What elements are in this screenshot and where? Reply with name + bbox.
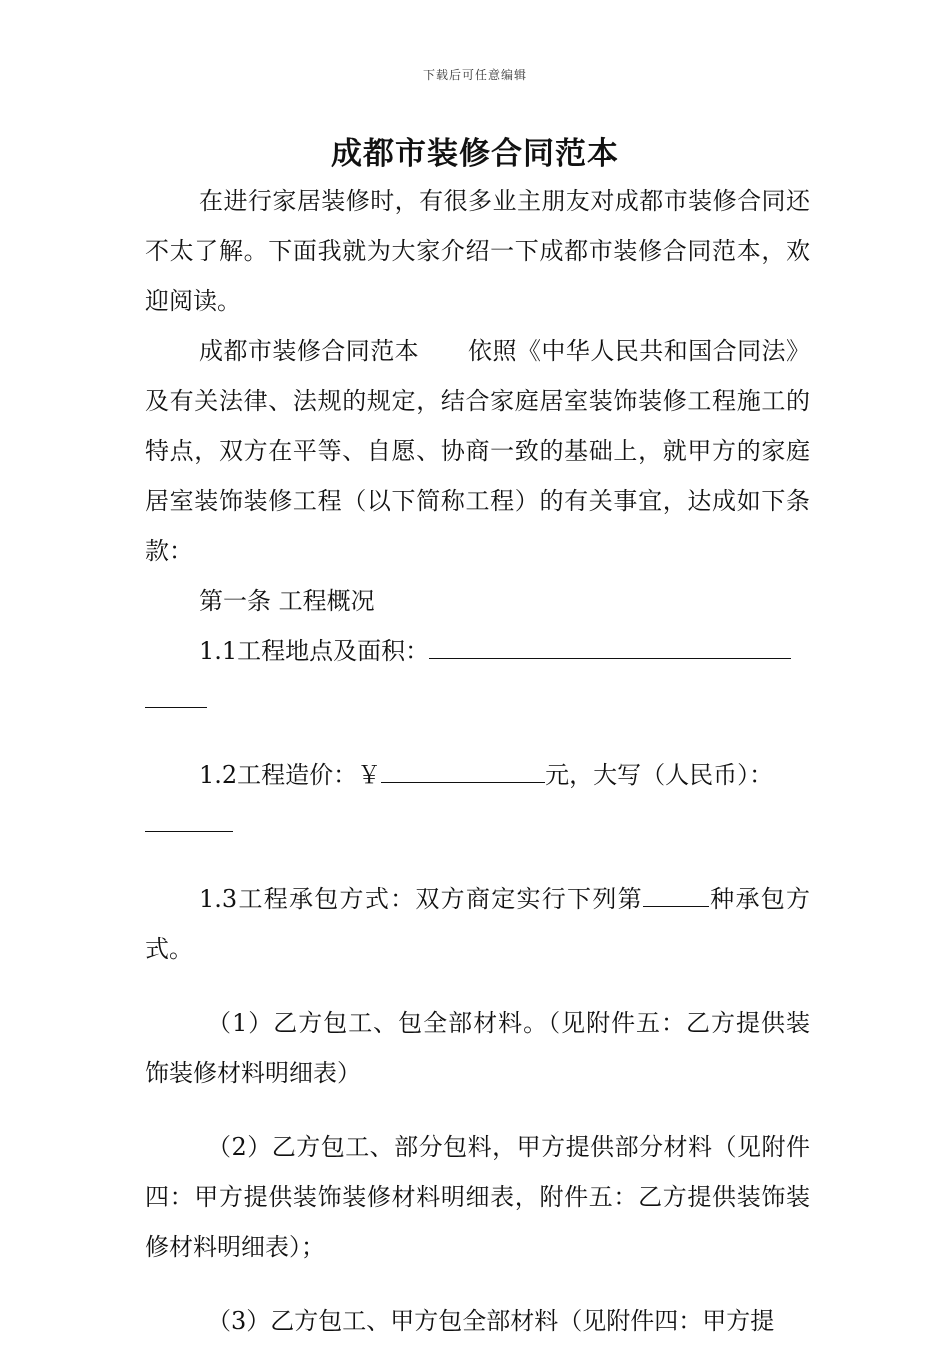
item-1-3-label: 1.3工程承包方式：双方商定实行下列第: [199, 885, 643, 913]
price-blank: [381, 781, 545, 783]
area-blank-continued: [145, 706, 207, 708]
option-2: （2）乙方包工、部分包料，甲方提供部分材料（见附件四：甲方提供装饰装修材料明细表，附件五：乙方提供装饰装修材料明细表）；: [145, 1133, 810, 1261]
option-3: （3）乙方包工、甲方包全部材料（见附件四：甲方提: [207, 1307, 775, 1335]
item-1-1: [145, 626, 810, 676]
document-title: 成都市装修合同范本: [331, 136, 619, 172]
item-1-2-continuation: [145, 800, 810, 850]
contract-mode-blank: [643, 905, 709, 907]
preamble-paragraph: 成都市装修合同范本 依照《中华人民共和国合同法》及有关法律、法规的规定，结合家庭居室装饰装修工程施工的特点，双方在平等、自愿、协商一致的基础上，就甲方的家庭居室装饰装修工程（以下简称工程）的有关事宜，达成如下条款：: [145, 337, 810, 565]
item-1-2-label: 1.2工程造价：￥: [199, 761, 382, 789]
area-blank: [429, 657, 791, 659]
item-1-1-label: 1.1工程地点及面积：: [199, 637, 430, 665]
item-1-1-continuation: [145, 676, 810, 726]
item-1-3: [145, 874, 810, 974]
intro-paragraph: 在进行家居装修时，有很多业主朋友对成都市装修合同还不太了解。下面我就为大家介绍一下成都市装修合同范本，欢迎阅读。: [145, 187, 810, 315]
header-note: 下载后可任意编辑: [422, 68, 527, 82]
capital-amount-blank: [145, 830, 233, 832]
item-1-2: [145, 750, 810, 800]
item-1-2-capital-label: 元，大写（人民币）：: [545, 761, 774, 789]
document-body: [145, 176, 810, 1346]
option-1: （1）乙方包工、包全部材料。（见附件五：乙方提供装饰装修材料明细表）: [145, 1009, 810, 1087]
article-1-heading: 第一条 工程概况: [199, 587, 375, 615]
item-1-3-tail: 种承包方式。: [145, 885, 811, 963]
